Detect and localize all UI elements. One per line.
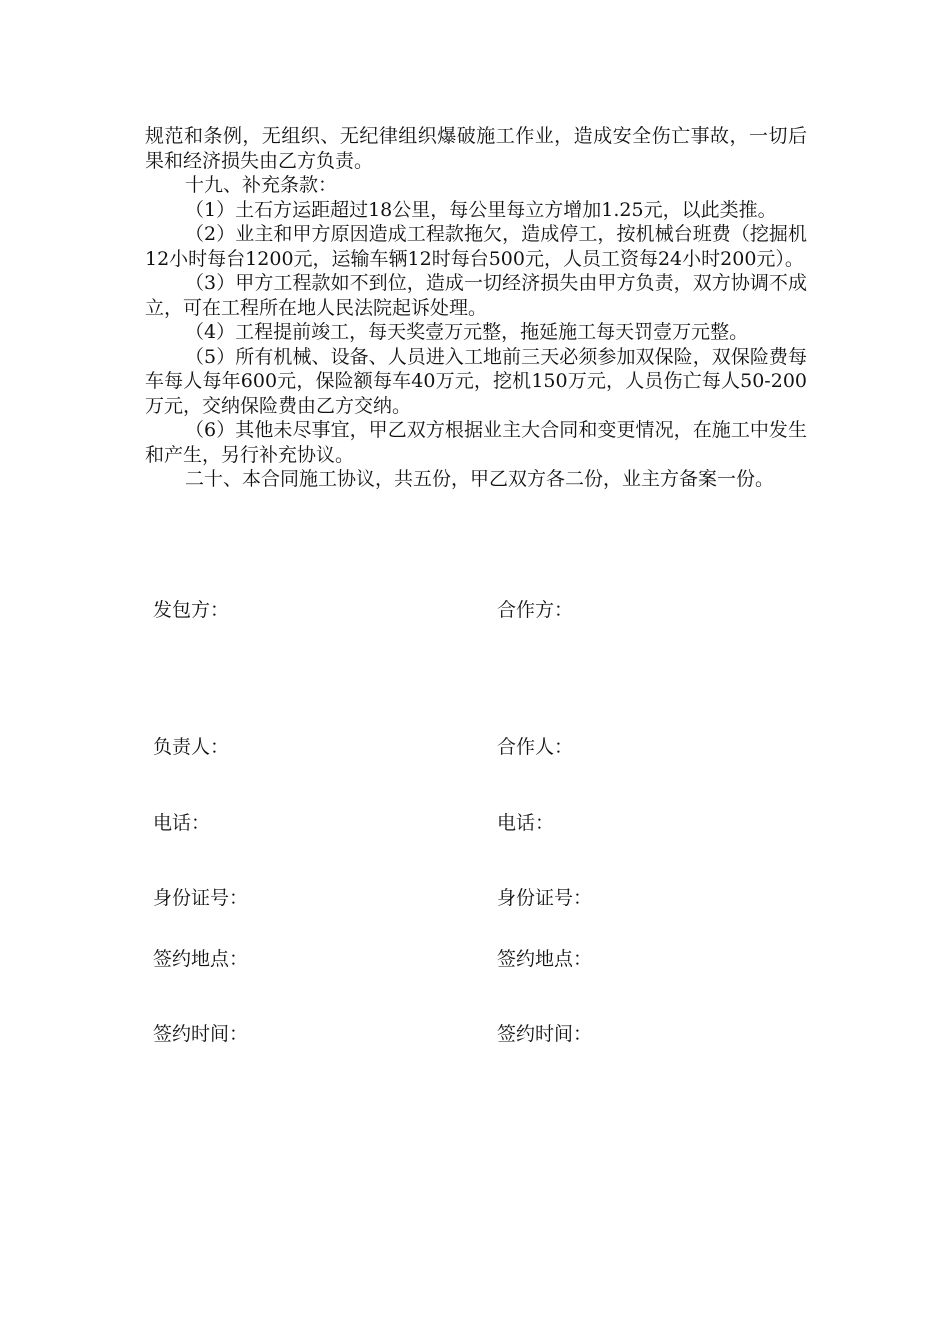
partner-person-label: 合作人： [497,736,574,758]
employer-signing-time-label: 签约时间： [153,1023,249,1045]
partner-label: 合作方： [497,599,574,621]
contract-body [145,124,807,492]
partner-id-number-label: 身份证号： [497,887,593,909]
clause-4-completion-bonus: （4）工程提前竣工，每天奖壹万元整，拖延施工每天罚壹万元整。 [185,321,749,343]
partner-signing-time-label: 签约时间： [497,1023,593,1045]
partner-signing-place-label: 签约地点： [497,948,593,970]
employer-responsible-person-label: 负责人： [153,736,230,758]
clause-1-haul-distance: （1）土石方运距超过18公里，每公里每立方增加1.25元，以此类推。 [185,198,777,221]
clause-3-payment: （3）甲方工程款如不到位，造成一切经济损失由甲方负责，双方协调不成立，可在工程所在地人民法院起诉处理。 [145,272,807,319]
employer-phone-label: 电话： [153,812,211,834]
paragraph-safety-liability: 规范和条例，无组织、无纪律组织爆破施工作业，造成安全伤亡事故，一切后果和经济损失由乙方负责。 [145,125,807,172]
partner-phone-label: 电话： [497,812,555,834]
clause-5-insurance: （5）所有机械、设备、人员进入工地前三天必须参加双保险，双保险费每车每人每年600元，保险额每车40万元，挖机150万元，人员伤亡每人50-200万元，交纳保险费由乙方交纳。 [145,345,807,417]
employer-label: 发包方： [153,599,230,621]
clause-2-work-stoppage: （2）业主和甲方原因造成工程款拖欠，造成停工，按机械台班费（挖掘机12小时每台1200元，运输车辆12时每台500元，人员工资每24小时200元）。 [145,223,807,270]
clause-20-copies: 二十、本合同施工协议，共五份，甲乙双方各二份，业主方备案一份。 [185,468,775,490]
heading-supplementary-terms: 十九、补充条款： [185,174,338,196]
clause-6-other-matters: （6）其他未尽事宜，甲乙双方根据业主大合同和变更情况，在施工中发生和产生，另行补充协议。 [145,419,807,466]
employer-id-number-label: 身份证号： [153,887,249,909]
employer-signing-place-label: 签约地点： [153,948,249,970]
